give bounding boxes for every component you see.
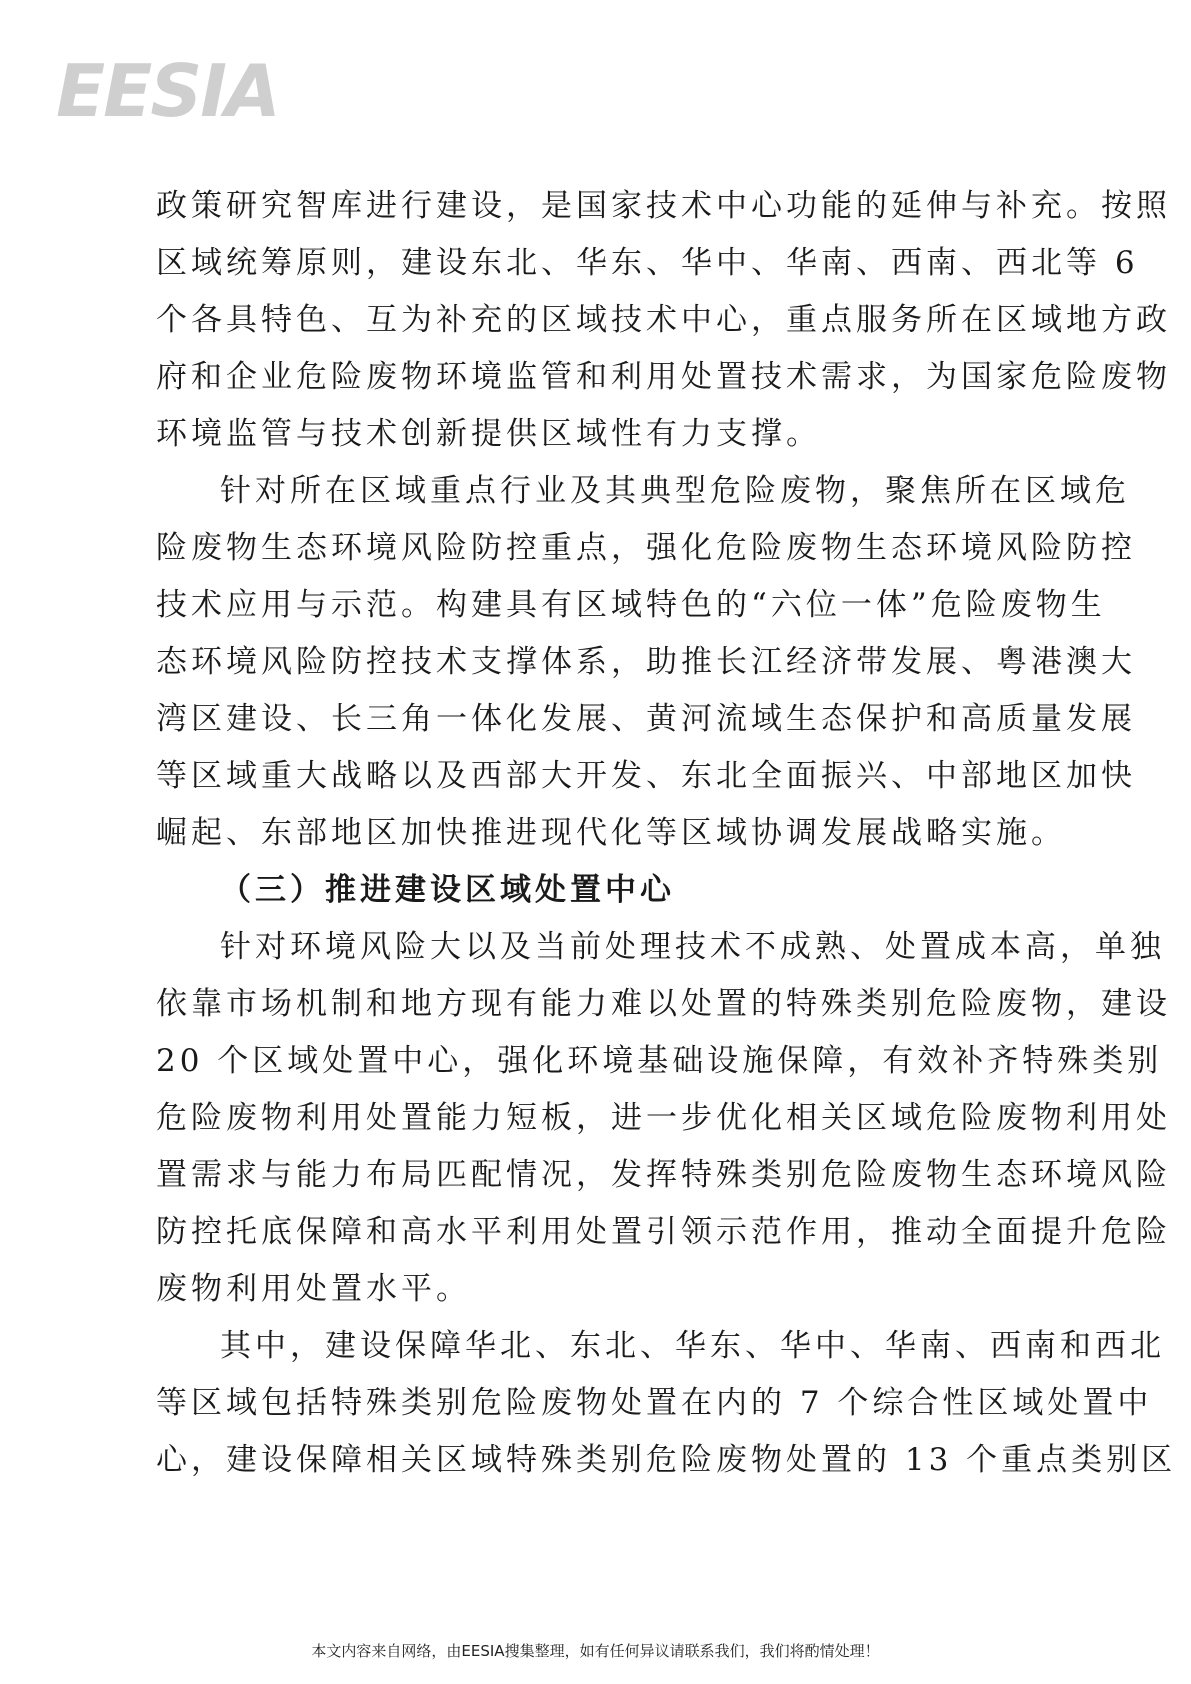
- paragraph-first-line: 针对所在区域重点行业及其典型危险废物，聚焦所在区域危: [220, 473, 1130, 509]
- text-line: 20 个区域处置中心，强化环境基础设施保障，有效补齐特殊类别: [156, 1043, 1163, 1079]
- logo-text: EESIA: [56, 52, 279, 132]
- text-line: 心，建设保障相关区域特殊类别危险废物处置的 13 个重点类别区: [156, 1442, 1177, 1478]
- text-line: 技术应用与示范。构建具有区域特色的“六位一体”危险废物生: [156, 587, 1106, 623]
- text-line: 危险废物利用处置能力短板，进一步优化相关区域危险废物利用处: [156, 1100, 1171, 1136]
- footer-notice: 本文内容来自网络，由EESIA搜集整理，如有任何异议请联系我们，我们将酌情处理！: [311, 1642, 880, 1660]
- paragraph-first-line: 其中，建设保障华北、东北、华东、华中、华南、西南和西北: [220, 1328, 1165, 1364]
- document-body: [156, 178, 1177, 1489]
- paragraph-first-line: 针对环境风险大以及当前处理技术不成熟、处置成本高，单独: [220, 929, 1165, 965]
- text-line: 防控托底保障和高水平利用处置引领示范作用，推动全面提升危险: [156, 1214, 1171, 1250]
- text-line: 区域统筹原则，建设东北、华东、华中、华南、西南、西北等 6: [156, 245, 1139, 281]
- text-line: 个各具特色、互为补充的区域技术中心，重点服务所在区域地方政: [156, 302, 1171, 338]
- text-line: 等区域重大战略以及西部大开发、东北全面振兴、中部地区加快: [156, 758, 1136, 794]
- text-line: 置需求与能力布局匹配情况，发挥特殊类别危险废物生态环境风险: [156, 1157, 1171, 1193]
- text-line: 等区域包括特殊类别危险废物处置在内的 7 个综合性区域处置中: [156, 1385, 1153, 1421]
- text-line: 态环境风险防控技术支撑体系，助推长江经济带发展、粤港澳大: [156, 644, 1136, 680]
- text-line: 湾区建设、长三角一体化发展、黄河流域生态保护和高质量发展: [156, 701, 1136, 737]
- text-line: 崛起、东部地区加快推进现代化等区域协调发展战略实施。: [156, 815, 1066, 851]
- text-line: 险废物生态环境风险防控重点，强化危险废物生态环境风险防控: [156, 530, 1136, 566]
- text-line: 政策研究智库进行建设，是国家技术中心功能的延伸与补充。按照: [156, 188, 1171, 224]
- text-line: 废物利用处置水平。: [156, 1271, 471, 1307]
- section-heading: （三）推进建设区域处置中心: [220, 872, 675, 908]
- text-line: 环境监管与技术创新提供区域性有力支撑。: [156, 416, 821, 452]
- eesia-logo: [54, 52, 304, 132]
- text-line: 府和企业危险废物环境监管和利用处置技术需求，为国家危险废物: [156, 359, 1171, 395]
- text-line: 依靠市场机制和地方现有能力难以处置的特殊类别危险废物，建设: [156, 986, 1171, 1022]
